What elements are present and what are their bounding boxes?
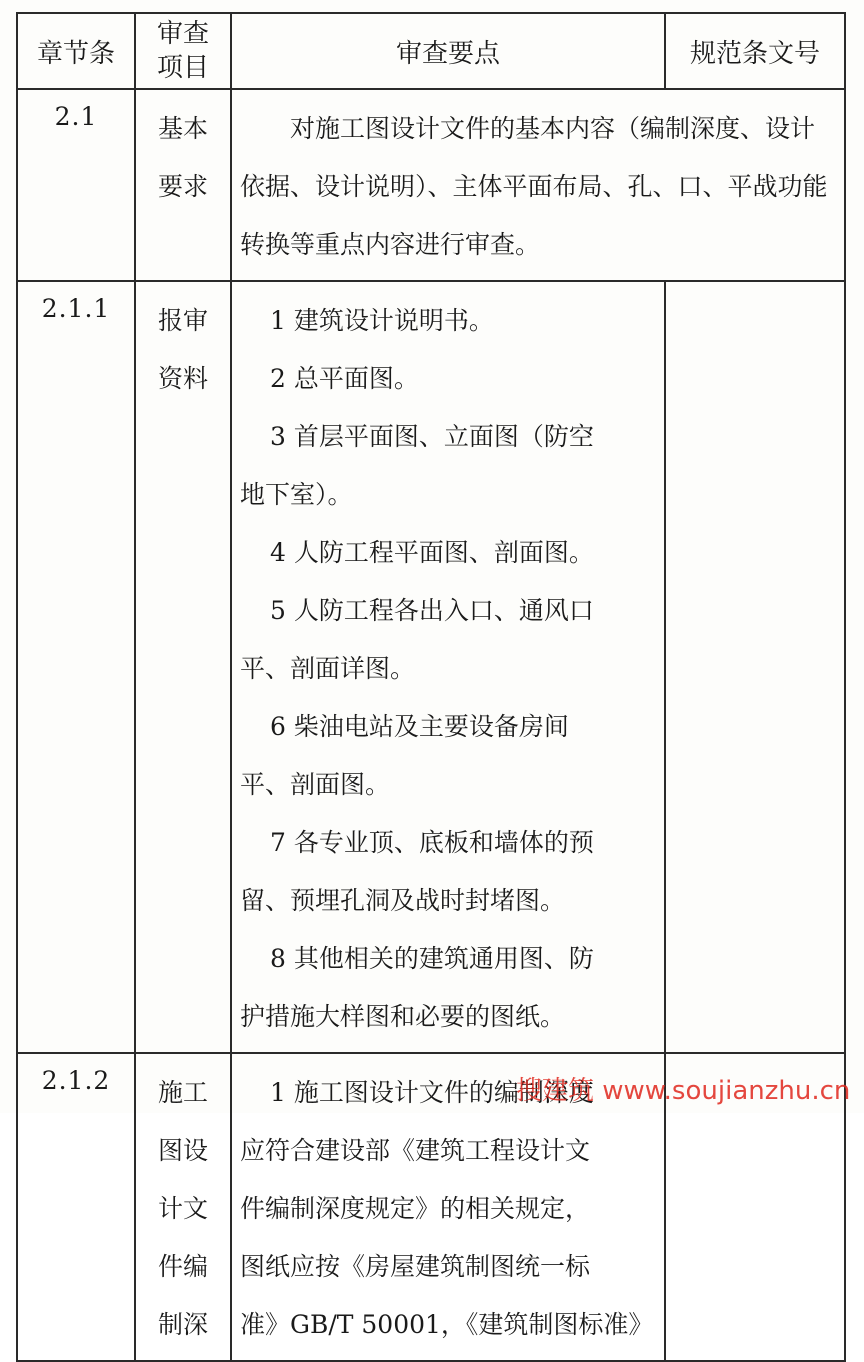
review-table <box>16 12 846 1362</box>
header-item-line: 审查 <box>156 19 209 49</box>
list-item-continued: 件编制深度规定》的相关规定， <box>240 1194 591 1223</box>
table-header-row <box>17 13 845 89</box>
review-item <box>135 281 231 1053</box>
review-item-line: 制深 <box>157 1310 208 1339</box>
review-item-line: 图设 <box>157 1136 208 1165</box>
review-item-line: 资料 <box>157 364 208 393</box>
list-item-continued: 平、剖面详图。 <box>240 654 416 683</box>
header-item <box>135 13 231 89</box>
review-item-line: 件编 <box>157 1252 208 1281</box>
section-number: 2.1 <box>17 89 135 281</box>
list-item-continued: 留、预埋孔洞及战时封堵图。 <box>240 886 566 915</box>
list-item-continued: 地下室）。 <box>240 480 353 509</box>
list-item: 2 总平面图。 <box>270 364 419 393</box>
section-number: 2.1.2 <box>17 1053 135 1361</box>
review-item <box>135 1053 231 1361</box>
list-item-continued: 平、剖面图。 <box>240 770 391 799</box>
header-section: 章节条 <box>17 13 135 89</box>
section-number: 2.1.1 <box>17 281 135 1053</box>
list-item: 1 建筑设计说明书。 <box>270 306 494 335</box>
review-item <box>135 89 231 281</box>
header-ref: 规范条文号 <box>665 13 845 89</box>
table-row <box>17 89 845 281</box>
header-points: 审查要点 <box>231 13 665 89</box>
review-item-line: 要求 <box>157 172 208 201</box>
review-item-line: 报审 <box>157 306 208 335</box>
ref-cell <box>665 281 845 1053</box>
review-item-line: 基本 <box>157 114 208 143</box>
review-item-line: 计文 <box>157 1194 208 1223</box>
list-item: 3 首层平面图、立面图（防空 <box>270 422 594 451</box>
list-item-continued: 护措施大样图和必要的图纸。 <box>240 1002 566 1031</box>
table-row <box>17 281 845 1053</box>
review-item-line: 施工 <box>157 1078 208 1107</box>
review-points <box>231 281 665 1053</box>
list-item: 4 人防工程平面图、剖面图。 <box>270 538 594 567</box>
list-item: 6 柴油电站及主要设备房间 <box>270 712 569 741</box>
list-item: 8 其他相关的建筑通用图、防 <box>270 944 594 973</box>
header-item-line: 项目 <box>156 53 209 83</box>
list-item-continued: 准》GB/T 50001，《建筑制图标准》 <box>240 1310 654 1339</box>
list-item: 1 施工图设计文件的编制深度 <box>270 1078 594 1107</box>
review-paragraph: 对施工图设计文件的基本内容（编制深度、设计依据、设计说明）、主体平面布局、孔、口、平战功能转换等重点内容进行审查。 <box>240 114 828 259</box>
watermark: 搜建筑 www.soujianzhu.cn <box>516 1076 851 1106</box>
review-points <box>231 89 845 281</box>
list-item-continued: 图纸应按《房屋建筑制图统一标 <box>240 1252 591 1281</box>
list-item: 7 各专业顶、底板和墙体的预 <box>270 828 594 857</box>
list-item: 5 人防工程各出入口、通风口 <box>270 596 594 625</box>
list-item-continued: 应符合建设部《建筑工程设计文 <box>240 1136 591 1165</box>
